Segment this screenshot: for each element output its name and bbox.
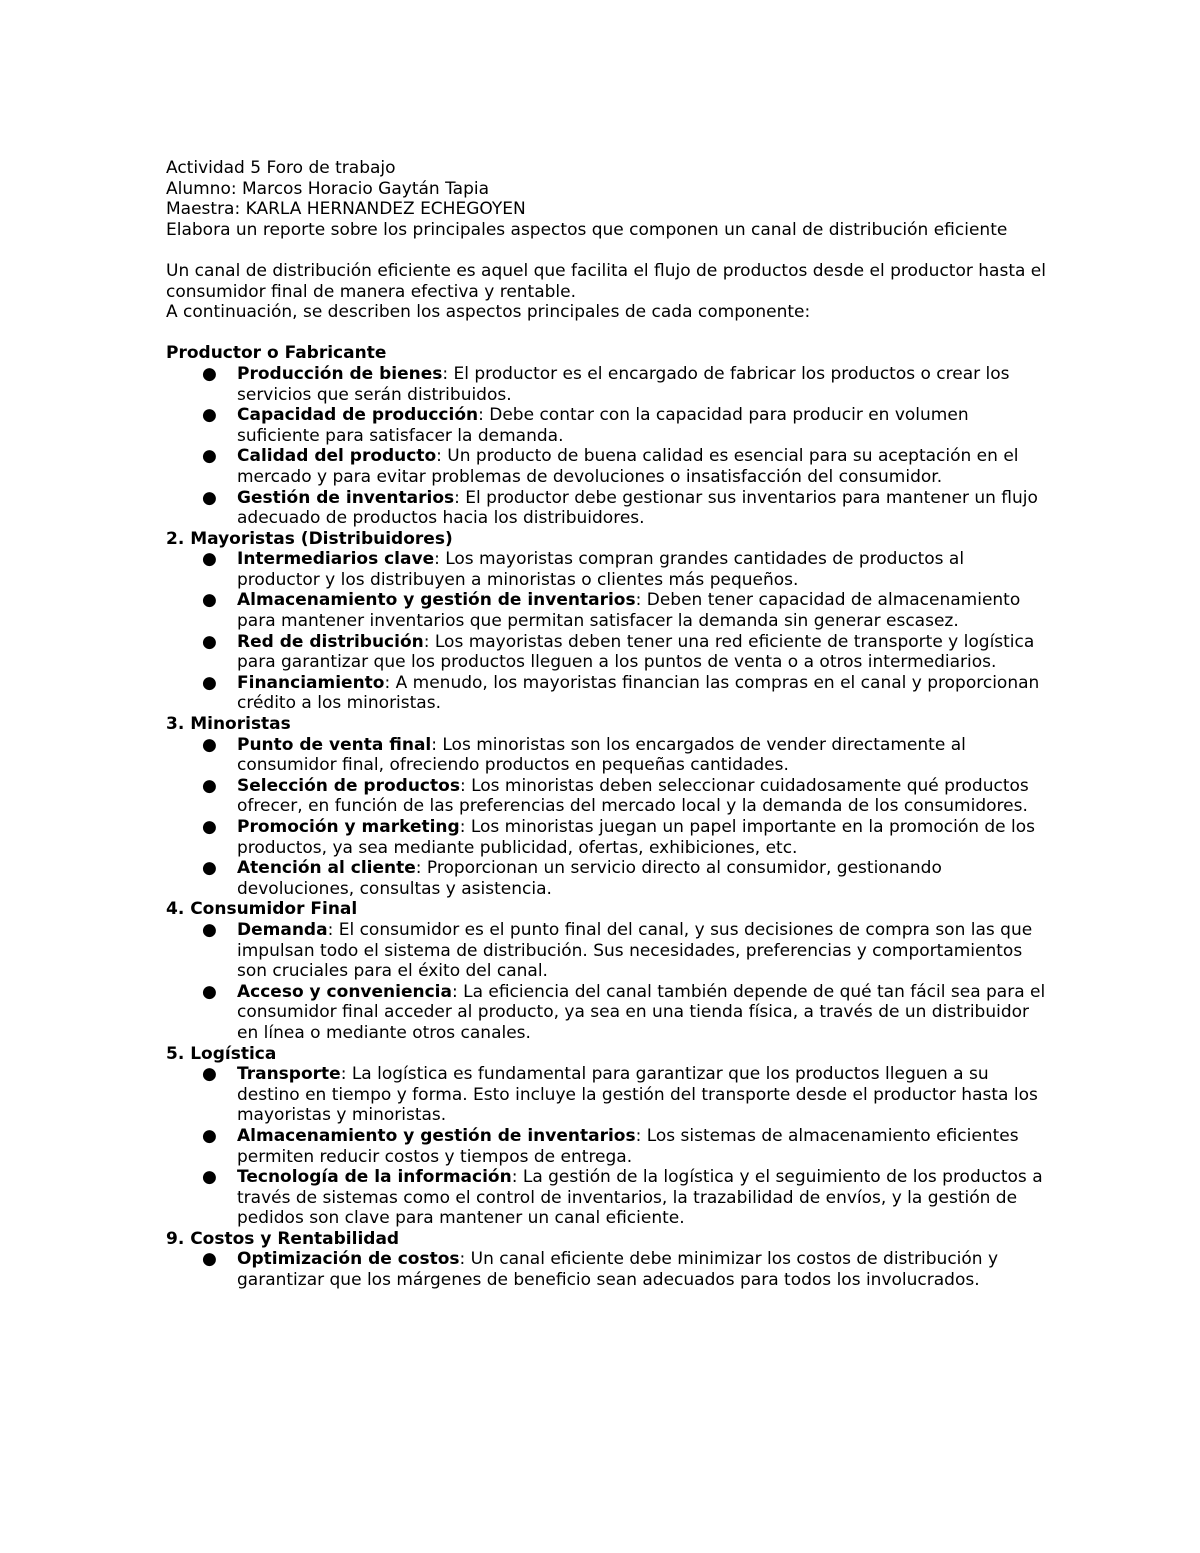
bullet-list [166,920,1046,1044]
item-term: Red de distribución [237,631,424,652]
list-item [166,1167,1046,1229]
bullet-icon: ● [202,446,217,467]
item-text: : Debe contar con la capacidad para producir en volumen suficiente para satisfacer la demanda. [237,405,969,446]
item-text: : La eficiencia del canal también depende de qué tan fácil sea para el consumidor final acceder al producto, ya sea en una tienda física, a través de un distribuidor en línea o mediante otros canales. [237,981,1046,1043]
spacer [166,323,1046,344]
item-term: Gestión de inventarios [237,487,455,508]
item-term: Intermediarios clave [237,549,435,570]
item-text: : Deben tener capacidad de almacenamiento para mantener inventarios que permitan satisfacer la demanda sin generar escasez. [237,590,1021,632]
item-term: Acceso y conveniencia [237,981,452,1002]
bullet-list [166,364,1046,529]
activity-title: Actividad 5 Foro de trabajo [166,158,396,178]
bullet-icon: ● [202,363,217,384]
item-term: Atención al cliente [237,858,416,879]
item-term: Calidad del producto [237,446,437,467]
intro-paragraph: Un canal de distribución eficiente es aquel que facilita el flujo de productos desde el productor hasta el consumidor final de manera efectiva y rentable. [166,260,1046,302]
list-item [166,858,1046,899]
list-item [166,1064,1046,1126]
sections-container [166,343,1046,1290]
item-text: : El productor debe gestionar sus inventarios para mantener un flujo adecuado de productos hacia los distribuidores. [237,487,1038,529]
item-term: Demanda [237,919,328,940]
bullet-icon: ● [202,405,217,426]
section-heading: 4. Consumidor Final [166,899,358,920]
bullet-icon: ● [202,487,217,508]
list-item [166,982,1046,1044]
item-text: : Los minoristas juegan un papel importante en la promoción de los productos, ya sea mediante publicidad, ofertas, exhibiciones, etc. [237,817,1036,858]
bullet-icon: ● [202,981,217,1002]
bullet-icon: ● [202,672,217,693]
list-item [166,673,1046,714]
bullet-list [166,549,1046,714]
bullet-icon: ● [202,775,217,796]
item-term: Almacenamiento y gestión de inventarios [237,590,636,611]
teacher-name: Maestra: KARLA HERNANDEZ ECHEGOYEN [166,199,526,220]
section-heading: 5. Logística [166,1043,277,1064]
bullet-icon: ● [202,549,217,570]
item-text: : Los minoristas deben seleccionar cuidadosamente qué productos ofrecer, en función de las preferencias del mercado local y la demanda de los consumidores. [237,775,1029,817]
item-text: : Los minoristas son los encargados de vender directamente al consumidor final, ofreciendo productos en pequeñas cantidades. [237,734,966,776]
bullet-list [166,1249,1046,1290]
bullet-list [166,1064,1046,1229]
bullet-icon: ● [202,1249,217,1270]
item-term: Punto de venta final [237,734,432,755]
list-item [166,776,1046,817]
list-item [166,590,1046,631]
item-text: : La gestión de la logística y el seguimiento de los productos a través de sistemas como el control de inventarios, la trazabilidad de envíos, y la gestión de pedidos son clave para mantener un canal eficiente. [237,1167,1043,1229]
bullet-icon: ● [202,858,217,879]
list-item [166,920,1046,982]
item-term: Producción de bienes [237,363,443,384]
item-text: : Proporcionan un servicio directo al consumidor, gestionando devoluciones, consultas y asistencia. [237,858,942,899]
assignment-prompt: Elabora un reporte sobre los principales aspectos que componen un canal de distribución eficiente [166,219,1008,240]
document-body [166,158,1046,1291]
item-text: : Los sistemas de almacenamiento eficientes permiten reducir costos y tiempos de entrega. [237,1125,1019,1167]
section-heading: Productor o Fabricante [166,343,387,364]
spacer [166,240,1046,261]
item-term: Financiamiento [237,672,385,693]
bullet-icon: ● [202,1167,217,1188]
item-term: Almacenamiento y gestión de inventarios [237,1125,636,1146]
item-text: : La logística es fundamental para garantizar que los productos lleguen a su destino en tiempo y forma. Esto incluye la gestión del transporte desde el productor hasta los mayoristas y minoristas. [237,1064,1038,1126]
item-text: : Los mayoristas compran grandes cantidades de productos al productor y los distribuyen a minoristas o clientes más pequeños. [237,549,965,590]
item-text: : El consumidor es el punto final del canal, y sus decisiones de compra son las que impulsan todo el sistema de distribución. Sus necesidades, preferencias y comportamientos son cruciales para el éxito del canal. [237,919,1033,982]
bullet-icon: ● [202,590,217,611]
item-term: Promoción y marketing [237,817,460,837]
section-heading: 2. Mayoristas (Distribuidores) [166,528,453,549]
bullet-list [166,735,1046,900]
intro-lead: A continuación, se describen los aspectos principales de cada componente: [166,302,811,323]
bullet-icon: ● [202,734,217,755]
bullet-icon: ● [202,631,217,652]
item-term: Optimización de costos [237,1249,460,1270]
list-item [166,549,1046,590]
list-item [166,1249,1046,1290]
bullet-icon: ● [202,817,217,837]
list-item [166,364,1046,405]
list-item [166,817,1046,858]
bullet-icon: ● [202,1125,217,1146]
section-heading: 3. Minoristas [166,714,291,735]
bullet-icon: ● [202,919,217,940]
item-text: : Un canal eficiente debe minimizar los costos de distribución y garantizar que los márgenes de beneficio sean adecuados para todos los involucrados. [237,1249,999,1291]
list-item [166,632,1046,673]
item-term: Selección de productos [237,775,460,796]
item-term: Capacidad de producción [237,405,479,426]
list-item [166,735,1046,776]
item-term: Transporte [237,1064,341,1085]
item-text: : A menudo, los mayoristas financian las compras en el canal y proporcionan crédito a los minoristas. [237,672,1040,714]
list-item [166,446,1046,487]
section-heading: 9. Costos y Rentabilidad [166,1228,400,1249]
bullet-icon: ● [202,1064,217,1085]
item-term: Tecnología de la información [237,1167,512,1188]
list-item [166,488,1046,529]
item-text: : Los mayoristas deben tener una red eficiente de transporte y logística para garantizar que los productos lleguen a los puntos de venta o a otros intermediarios. [237,631,1035,673]
list-item [166,405,1046,446]
list-item [166,1126,1046,1167]
item-text: : Un producto de buena calidad es esencial para su aceptación en el mercado y para evitar problemas de devoluciones o insatisfacción del consumidor. [237,446,1019,487]
item-text: : El productor es el encargado de fabricar los productos o crear los servicios que serán distribuidos. [237,363,1010,405]
student-name: Alumno: Marcos Horacio Gaytán Tapia [166,178,489,199]
